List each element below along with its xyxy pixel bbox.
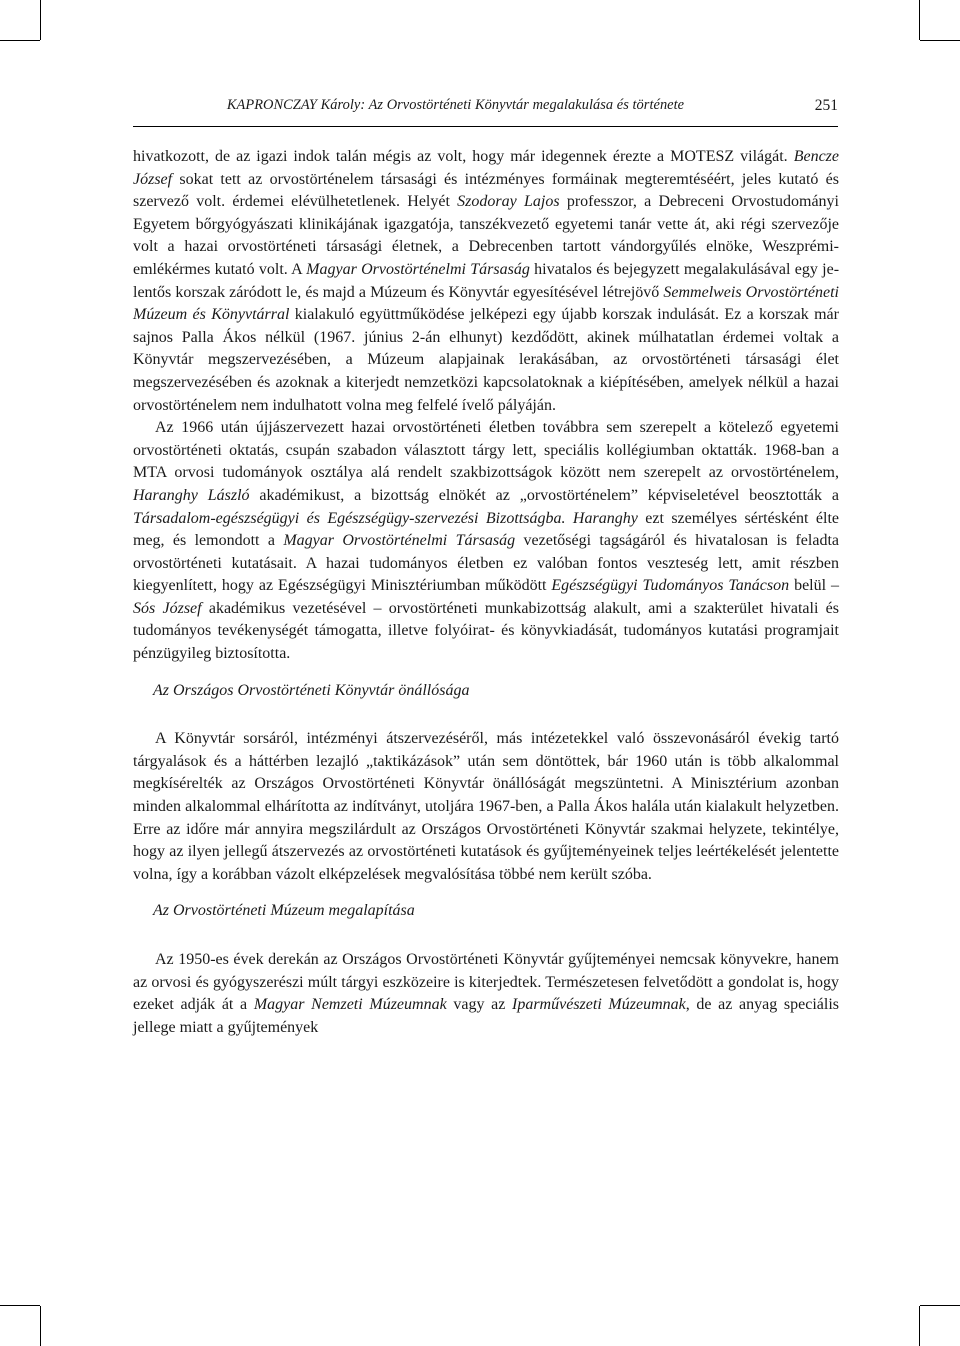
paragraph-3 xyxy=(133,728,839,886)
crop-mark-bottom-left-horizontal xyxy=(0,1305,40,1306)
crop-mark-bottom-right-horizontal xyxy=(920,1305,960,1306)
text-run: Az 1966 után újjászervezett hazai orvostörténeti életben továbbra sem szerepelt a kötelező egyetemi orvostörténeti oktatás, csupán szabadon választott tárgy lett, speciális kollégiumban oktatták. 1968-ban a MTA orvosi tudományok osztálya alá rendelt szakbizottságok között nem szerepelt az orvostörténelem, xyxy=(133,419,839,482)
crop-mark-top-right-vertical xyxy=(919,0,920,40)
institution-name-italic: Magyar Orvostörténelmi Társaság xyxy=(306,260,530,278)
text-run: akadémikust, a bizottság elnökét az „orvostörténelem” képviseletével beosztották a xyxy=(249,486,839,504)
text-run: ezt személyes sértésként élte meg, és lemondott a xyxy=(133,509,840,550)
crop-mark-top-left-vertical xyxy=(40,0,41,40)
text-run: Az 1950-es évek derekán az Országos Orvostörténeti Könyvtár gyűjteményei nemcsak könyvekre, hanem az orvosi és gyógyszerészi múlt tárgyi eszközeire is kiterjedtek. Természetesen felvetődött a gondolat is, hogy ezeket adják át a xyxy=(133,951,839,1014)
person-name-italic: Haranghy László xyxy=(133,486,250,504)
institution-name-italic: Magyar Nemzeti Múzeumnak xyxy=(253,996,447,1014)
crop-mark-bottom-right-vertical xyxy=(919,1306,920,1346)
institution-name-italic: Egészségügyi Tudományos Tanácson xyxy=(551,577,790,595)
text-run xyxy=(565,510,572,527)
text-run: sokat tett az orvostörténelem társasági és intézményes formáinak megteremtéséért, jeles kutató és szervező volt. érdemei elévülhetetlenek. Helyét xyxy=(133,170,839,211)
institution-name-italic: Iparművészeti Múzeumnak xyxy=(512,996,686,1014)
person-name-italic: Szodoray Lajos xyxy=(457,193,560,211)
crop-mark-bottom-left-vertical xyxy=(40,1306,41,1346)
text-run: professzor, a Debreceni Orvostudományi Egyetem bőrgyógyászati klinikájának igazgatója, tanszékvezető egyetemi tanár vette át, aki régi szervezője volt a hazai orvostörténeti társasági életnek, a Debrecenben tartott vándorgyűlés elnöke, Weszprémi-emlékérmes kutató volt. A xyxy=(133,193,839,278)
crop-mark-top-left-horizontal xyxy=(0,40,40,41)
text-run: akadémikus vezetésével – orvostörténeti munkabizottság alakult, ami a szakterület hivatali és tudományos tevékenységét támogatta, illetve folyóirat- és könyvkiadását, tudományos kutatási programjait pénzügyileg biztosította. xyxy=(133,599,839,663)
person-name-italic: Sós József xyxy=(133,599,202,617)
page-number: 251 xyxy=(814,97,838,114)
running-head: KAPRONCZAY Károly: Az Orvostörténeti Könyvtár megalakulása és története xyxy=(226,97,685,113)
text-run: , de az anyag speciális jellege miatt a gyűjtemények xyxy=(133,996,840,1036)
section-heading-library-independence: Az Országos Orvostörténeti Könyvtár önállósága xyxy=(153,681,470,699)
page-header xyxy=(133,97,838,127)
paragraph-2 xyxy=(133,417,839,666)
text-run: hivatkozott, de az igazi indok talán mégis az volt, hogy már idegennek érezte a MOTESZ világát. xyxy=(133,148,794,165)
text-run: A Könyvtár sorsáról, intézményi átszervezéséről, más intézetekkel való összevonásáról évekig tartó tárgyalások és a háttérben lezajló „taktikázások” után sem döntöttek, bár 1960 után is több alkalommal megkísérelték az Országos Orvostörténeti Könyvtár önállóságát megszüntetni. A Minisztérium azonban minden alkalommal elhárította az indítványt, utoljára 1967-ben, a Palla Ákos halála után kialakult helyzetben. Erre az időre már annyira megszilárdult az Országos Orvostörténeti Könyvtár szakmai helyzete, tekintélye, hogy az ilyen jellegű átszervezés az orvostörténeti kutatások és gyűjteményeinek teljes leértékelését jelentette volna, így a korábban vázolt elképzelések megvalósítása többé nem került szóba. xyxy=(133,730,839,883)
text-run: vezetőségi tagságáról és hivatalosan is feladta orvostörténeti kutatásait. A hazai tudományos életben ez valóban fontos veszteség lett, amit részben kiegyenlített, hogy az Egészségügyi Minisztériumban működött xyxy=(133,532,839,595)
institution-name-italic: Semmelweis Orvostörténeti Múzeum és Könyvtárral xyxy=(133,283,839,324)
article-body xyxy=(133,146,839,1039)
text-run: belül – xyxy=(789,577,839,595)
section-heading-museum-founding: Az Orvostörténeti Múzeum megalapítása xyxy=(153,902,415,920)
paragraph-1 xyxy=(133,146,839,417)
text-run: hivatalos és bejegyzett megalakulásával egy jelentős korszak záródott le, és majd a Múzeum és Könyvtár egyesítésével létrejövő xyxy=(133,260,840,301)
header-rule xyxy=(133,126,838,127)
text-run: kialakuló együttműködése jelképezi egy újabb korszak indulását. Ez a korszak már sajnos Palla Ákos nélkül (1967. június 2-án elhunyt) kezdődött, akinek múlhatatlan érdemei voltak a Könyvtár megszervezésében, a Múzeum alapjainak lerakásában, az orvostörténeti társasági élet megszervezésében és azoknak a kiterjedt nemzetközi kapcsolatoknak a kiépítésében, amelyek nélkül a hazai orvostörténelem nem indulhatott volna meg felfelé ívelő pályáján. xyxy=(133,306,839,414)
institution-name-italic: Magyar Orvostörténelmi Társaság xyxy=(283,532,516,550)
person-name-italic: Bencze József xyxy=(133,148,839,188)
paragraph-4 xyxy=(133,949,839,1039)
text-run: vagy az xyxy=(446,996,512,1014)
person-name-italic: Haranghy xyxy=(572,509,638,527)
committee-name-italic: Társadalom-egészségügyi és Egészségügy-szervezési Bizottságba. xyxy=(133,509,566,527)
crop-mark-top-right-horizontal xyxy=(920,40,960,41)
